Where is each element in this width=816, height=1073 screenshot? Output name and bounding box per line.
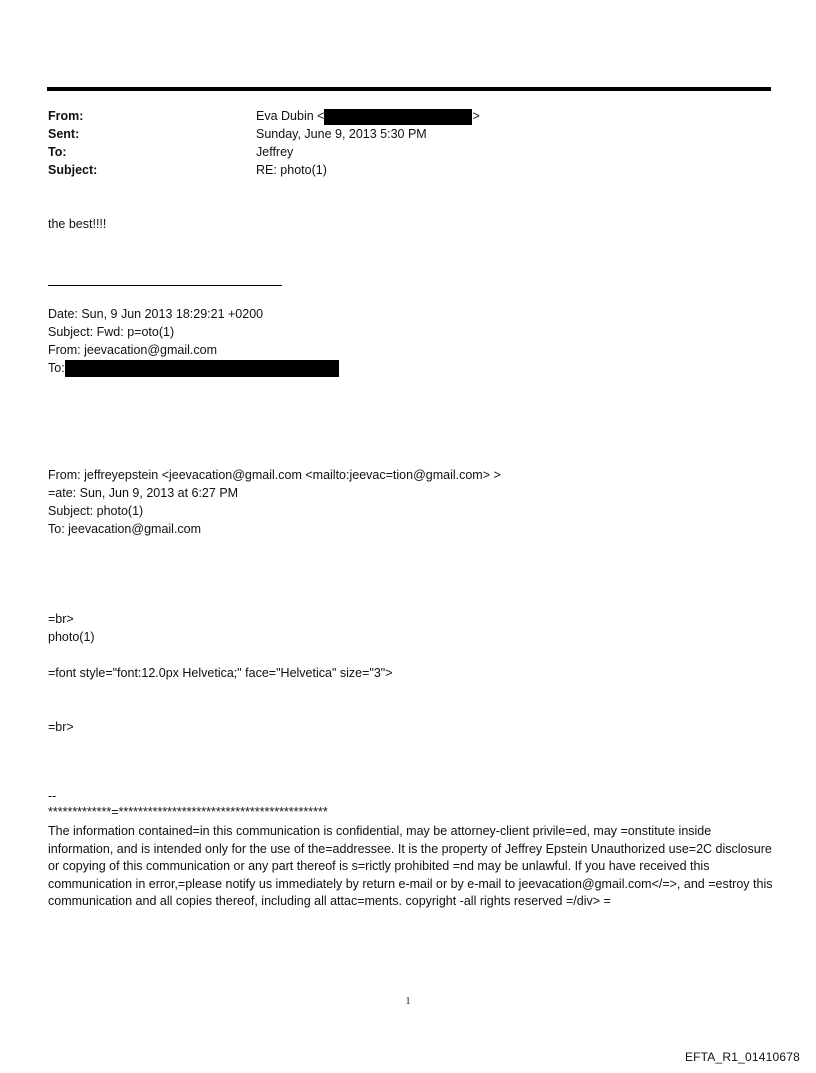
header-rule (47, 87, 771, 91)
divider-line (48, 285, 282, 286)
to-value: Jeffrey (256, 145, 294, 159)
from-close: > (472, 109, 480, 123)
from-label: From: (48, 109, 84, 123)
redaction-box (65, 360, 339, 377)
from-value (256, 107, 480, 125)
from-name: Eva Dubin < (256, 109, 325, 123)
redaction-box (324, 109, 472, 125)
br-tag-1: =br> (48, 612, 74, 626)
to-label: To: (48, 145, 67, 159)
fwd1-to-label: To: (48, 361, 65, 375)
fwd2-subject: Subject: photo(1) (48, 504, 144, 518)
subject-value: RE: photo(1) (256, 163, 327, 177)
photo-text: photo(1) (48, 630, 95, 644)
br-tag-2: =br> (48, 720, 74, 734)
fwd2-from: From: jeffreyepstein <jeevacation@gmail.com <mailto:jeevac=tion@gmail.com> > (48, 468, 501, 482)
subject-label: Subject: (48, 163, 98, 177)
sent-value: Sunday, June 9, 2013 5:30 PM (256, 127, 427, 141)
document-id: EFTA_R1_01410678 (684, 1050, 800, 1064)
fwd1-subject: Subject: Fwd: p=oto(1) (48, 325, 175, 339)
fwd1-to (48, 360, 339, 377)
signature-stars: *************=******************************************* (48, 805, 328, 819)
font-tag-text: =font style="font:12.0px Helvetica;" face="Helvetica" size="3"> (48, 666, 393, 680)
fwd1-date: Date: Sun, 9 Jun 2013 18:29:21 +0200 (48, 307, 264, 321)
fwd1-from: From: jeevacation@gmail.com (48, 343, 217, 357)
sent-label: Sent: (48, 127, 80, 141)
confidentiality-disclaimer: The information contained=in this communication is confidential, may be attorney-client privile=ed, may =onstitute inside information, and is intended only for the use of the=addressee. It is the property of Jeffrey Epstein Unauthorized use=2C disclosure or copying of this communication or any part thereof is s=rictly prohibited =nd may be unlawful. If you have received this communication in error,=please notify us immediately by return e-mail or by e-mail to jeevacation@gmail.com</=>, and =estroy this communication and all copies thereof, including all attac=ments. copyright -all rights reserved =/div> = (48, 824, 773, 908)
reply-text: the best!!!! (48, 217, 107, 231)
fwd2-to: To: jeevacation@gmail.com (48, 522, 202, 536)
page-number: 1 (405, 996, 411, 1007)
fwd2-date: =ate: Sun, Jun 9, 2013 at 6:27 PM (48, 486, 239, 500)
signature-dash: -- (48, 789, 57, 803)
